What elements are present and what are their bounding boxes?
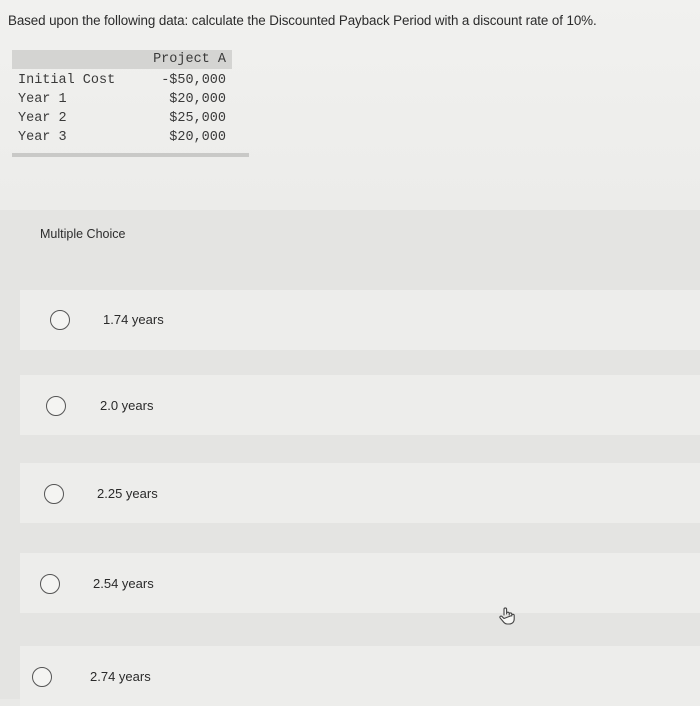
choice-option[interactable] <box>20 290 700 350</box>
radio-button-icon[interactable] <box>32 667 52 687</box>
choice-option[interactable] <box>20 646 700 706</box>
choice-label: 2.25 years <box>97 486 158 501</box>
question-panel <box>0 0 700 210</box>
table-row <box>12 128 232 147</box>
choice-label: 2.0 years <box>100 398 154 413</box>
table-row <box>12 90 232 109</box>
table-row-value: $25,000 <box>169 111 226 126</box>
table-row-label: Year 2 <box>18 111 67 126</box>
hand-pointer-icon <box>497 606 517 626</box>
table-row-value: -$50,000 <box>161 73 226 88</box>
data-table <box>12 50 232 147</box>
table-header-row <box>12 50 232 69</box>
multiple-choice-panel <box>0 210 700 699</box>
radio-button-icon[interactable] <box>50 310 70 330</box>
choice-label: 2.54 years <box>93 576 154 591</box>
choice-option[interactable] <box>20 375 700 435</box>
table-header-project: Project A <box>142 50 232 69</box>
question-text: Based upon the following data: calculate the Discounted Payback Period with a discount rate of 10%. <box>8 13 597 28</box>
table-row-value: $20,000 <box>169 130 226 145</box>
table-row-label: Year 1 <box>18 92 67 107</box>
table-row-label: Initial Cost <box>18 73 116 88</box>
choice-option[interactable] <box>20 463 700 523</box>
radio-button-icon[interactable] <box>40 574 60 594</box>
table-row-value: $20,000 <box>169 92 226 107</box>
table-row-label: Year 3 <box>18 130 67 145</box>
multiple-choice-label: Multiple Choice <box>40 227 126 241</box>
radio-button-icon[interactable] <box>44 484 64 504</box>
table-row <box>12 109 232 128</box>
choice-option[interactable] <box>20 553 700 613</box>
radio-button-icon[interactable] <box>46 396 66 416</box>
table-row <box>12 69 232 90</box>
table-divider <box>12 153 249 157</box>
choice-label: 1.74 years <box>103 312 164 327</box>
choice-label: 2.74 years <box>90 669 151 684</box>
